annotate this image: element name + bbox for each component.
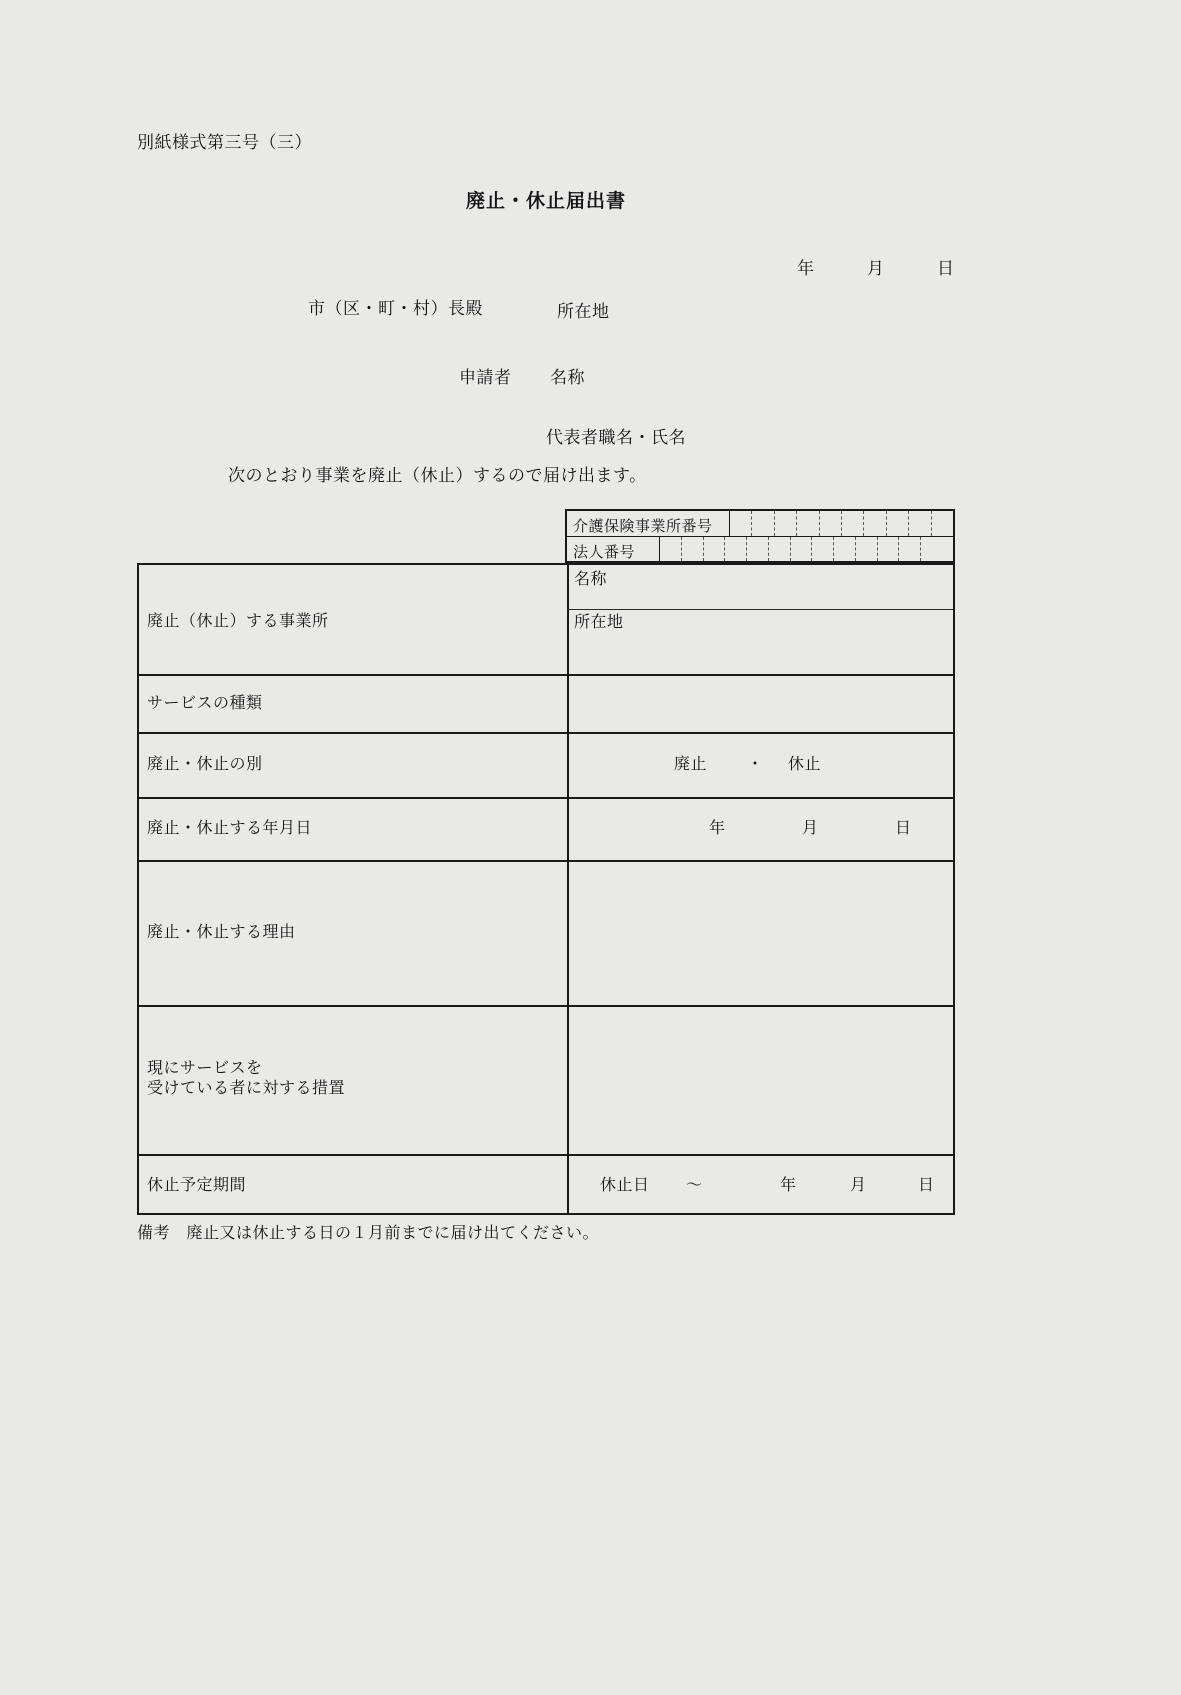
row-label-measures-line2: 受けている者に対する措置 bbox=[147, 1080, 346, 1097]
digit-cell bbox=[724, 537, 746, 561]
digit-cell bbox=[863, 511, 885, 536]
row-label-measures-line1: 現にサービスを bbox=[147, 1060, 263, 1077]
row-label-office: 廃止（休止）する事業所 bbox=[147, 613, 329, 630]
office-address-label: 所在地 bbox=[574, 614, 624, 631]
date-day-label: 日 bbox=[895, 820, 912, 837]
corporate-number-digit-boxes bbox=[659, 537, 942, 561]
type-abolition-option: 廃止 bbox=[674, 756, 708, 773]
type-separator-dot: ・ bbox=[747, 756, 764, 773]
digit-cell bbox=[877, 537, 899, 561]
remarks-spacer bbox=[170, 1225, 187, 1242]
digit-cell bbox=[819, 511, 841, 536]
period-month-label: 月 bbox=[850, 1177, 867, 1194]
table-column-divider bbox=[567, 565, 569, 1213]
applicant-label: 申請者 bbox=[459, 368, 512, 387]
corporate-number-row bbox=[567, 536, 953, 561]
date-year-label: 年 bbox=[709, 820, 726, 837]
row-divider-3 bbox=[139, 797, 953, 799]
digit-cell bbox=[886, 511, 908, 536]
row-divider-6 bbox=[139, 1154, 953, 1156]
digit-cell bbox=[703, 537, 725, 561]
period-start-label: 休止日 bbox=[600, 1177, 650, 1194]
remarks-label: 備考 bbox=[137, 1225, 171, 1242]
document-title: 廃止・休止届出書 bbox=[465, 191, 626, 212]
addressee-line: 市（区・町・村）長殿 bbox=[308, 299, 483, 318]
remarks-text: 廃止又は休止する日の１月前までに届け出てください。 bbox=[186, 1225, 600, 1242]
main-table bbox=[137, 563, 955, 1215]
row-divider-5 bbox=[139, 1005, 953, 1007]
date-month-label: 月 bbox=[802, 820, 819, 837]
digit-cell bbox=[833, 537, 855, 561]
digit-cell bbox=[660, 537, 681, 561]
digit-cell bbox=[931, 511, 953, 536]
header-date-month-label: 月 bbox=[867, 259, 885, 278]
digit-cell bbox=[730, 511, 751, 536]
digit-cell bbox=[841, 511, 863, 536]
office-number-digit-boxes bbox=[729, 511, 953, 536]
digit-cell bbox=[746, 537, 768, 561]
header-date-year-label: 年 bbox=[797, 259, 815, 278]
digit-cell bbox=[796, 511, 818, 536]
office-name-address-divider bbox=[567, 609, 953, 610]
digit-cell bbox=[898, 537, 920, 561]
period-day-label: 日 bbox=[918, 1177, 935, 1194]
digit-cell bbox=[790, 537, 812, 561]
period-range-mark: ～ bbox=[686, 1177, 703, 1194]
header-date-day-label: 日 bbox=[937, 259, 955, 278]
row-divider-1 bbox=[139, 674, 953, 676]
digit-cell bbox=[774, 511, 796, 536]
form-number: 別紙様式第三号（三） bbox=[137, 133, 312, 152]
row-label-date: 廃止・休止する年月日 bbox=[147, 820, 313, 837]
digit-cell bbox=[768, 537, 790, 561]
representative-label: 代表者職名・氏名 bbox=[546, 428, 686, 447]
row-divider-2 bbox=[139, 732, 953, 734]
digit-cell bbox=[855, 537, 877, 561]
type-suspension-option: 休止 bbox=[788, 756, 822, 773]
row-label-reason: 廃止・休止する理由 bbox=[147, 924, 296, 941]
row-label-type: 廃止・休止の別 bbox=[147, 756, 263, 773]
digit-cell bbox=[681, 537, 703, 561]
digit-cell bbox=[751, 511, 773, 536]
declaration-text: 次のとおり事業を廃止（休止）するので届け出ます。 bbox=[228, 466, 647, 485]
applicant-name-label: 名称 bbox=[550, 368, 585, 387]
row-label-period: 休止予定期間 bbox=[147, 1177, 247, 1194]
digit-cell bbox=[920, 537, 942, 561]
office-name-label: 名称 bbox=[574, 571, 608, 588]
row-divider-4 bbox=[139, 860, 953, 862]
digit-cell bbox=[811, 537, 833, 561]
office-number-row bbox=[567, 511, 953, 536]
remarks-note bbox=[137, 1220, 599, 1243]
number-box bbox=[565, 509, 955, 563]
row-label-service-type: サービスの種類 bbox=[147, 695, 263, 712]
digit-cell bbox=[908, 511, 930, 536]
office-number-label: 介護保険事業所番号 bbox=[573, 518, 713, 535]
period-year-label: 年 bbox=[780, 1177, 797, 1194]
applicant-address-label: 所在地 bbox=[557, 302, 610, 321]
corporate-number-label: 法人番号 bbox=[573, 544, 636, 561]
